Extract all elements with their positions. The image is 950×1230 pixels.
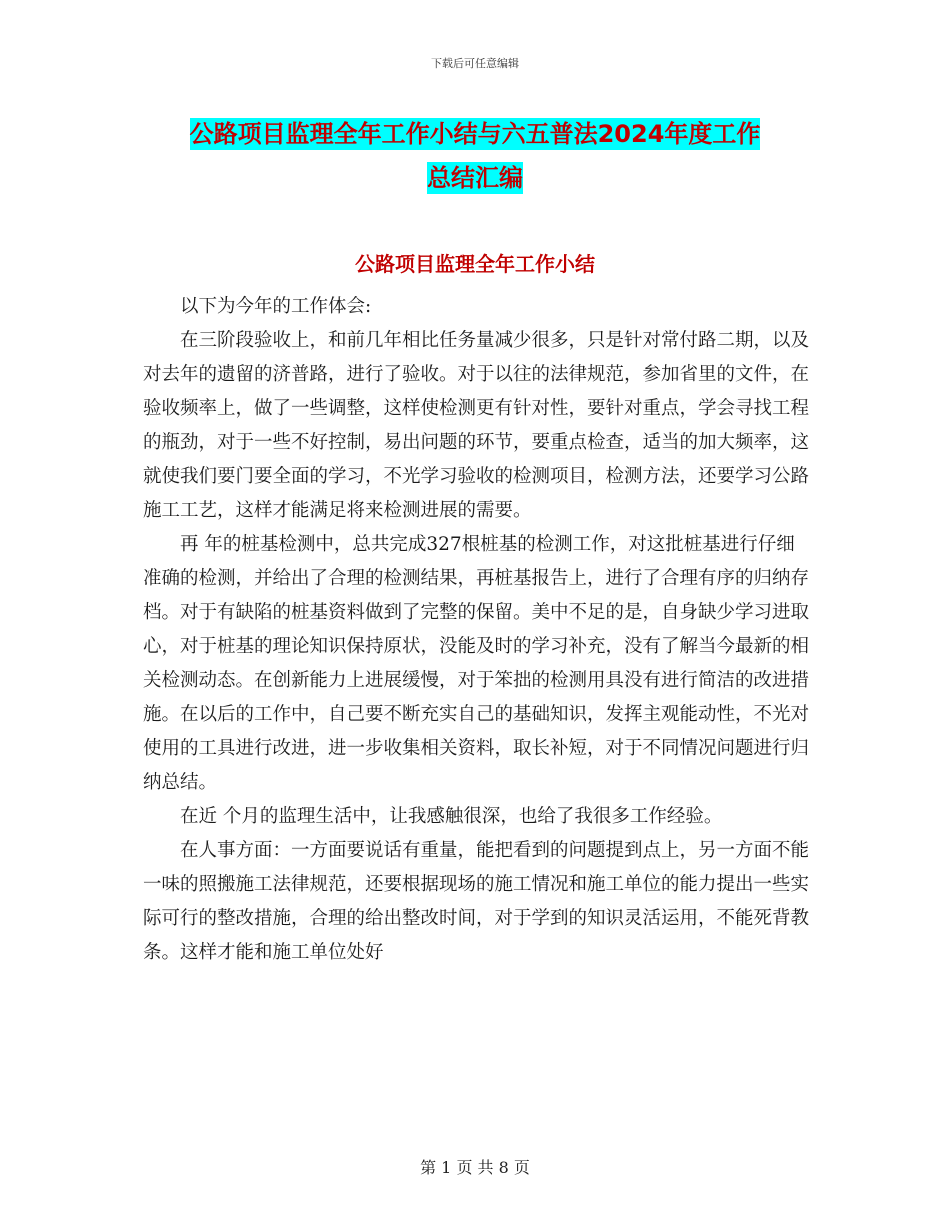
section-title: 公路项目监理全年工作小结	[355, 252, 595, 276]
paragraph: 在人事方面：一方面要说话有重量，能把看到的问题提到点上，另一方面不能一味的照搬施工法律规范，还要根据现场的施工情况和施工单位的能力提出一些实际可行的整改措施，合理的给出整改时间，对于学到的知识灵活运用，不能死背教条。这样才能和施工单位处好	[143, 840, 810, 963]
document-title	[0, 112, 950, 200]
body-text	[143, 290, 813, 970]
document-title-line-1: 公路项目监理全年工作小结与六五普法2024年度工作	[189, 120, 761, 148]
paragraph: 在近 个月的监理生活中，让我感触很深，也给了我很多工作经验。	[180, 806, 723, 827]
paragraph: 以下为今年的工作体会:	[180, 296, 372, 317]
page-header: 下载后可任意编辑	[431, 57, 519, 70]
paragraph: 在三阶段验收上，和前几年相比任务量减少很多，只是针对常付路二期，以及对去年的遗留的济普路，进行了验收。对于以往的法律规范，参加省里的文件，在验收频率上，做了一些调整，这样使检测更有针对性，要针对重点，学会寻找工程的瓶劲，对于一些不好控制，易出问题的环节，要重点检查，适当的加大频率，这就使我们要门要全面的学习，不光学习验收的检测项目，检测方法，还要学习公路施工工艺，这样才能满足将来检测进展的需要。	[143, 330, 810, 521]
page-footer: 第 1 页 共 8 页	[420, 1158, 530, 1177]
document-title-line-2: 总结汇编	[427, 164, 523, 192]
paragraph: 再 年的桩基检测中，总共完成327根桩基的检测工作，对这批桩基进行仔细准确的检测，并给出了合理的检测结果，再桩基报告上，进行了合理有序的归纳存档。对于有缺陷的桩基资料做到了完整的保留。美中不足的是，自身缺少学习进取心，对于桩基的理论知识保持原状，没能及时的学习补充，没有了解当今最新的相关检测动态。在创新能力上进展缓慢，对于笨拙的检测用具没有进行简洁的改进措施。在以后的工作中，自己要不断充实自己的基础知识，发挥主观能动性，不光对使用的工具进行改进，进一步收集相关资料，取长补短，对于不同情况问题进行归纳总结。	[143, 534, 810, 793]
